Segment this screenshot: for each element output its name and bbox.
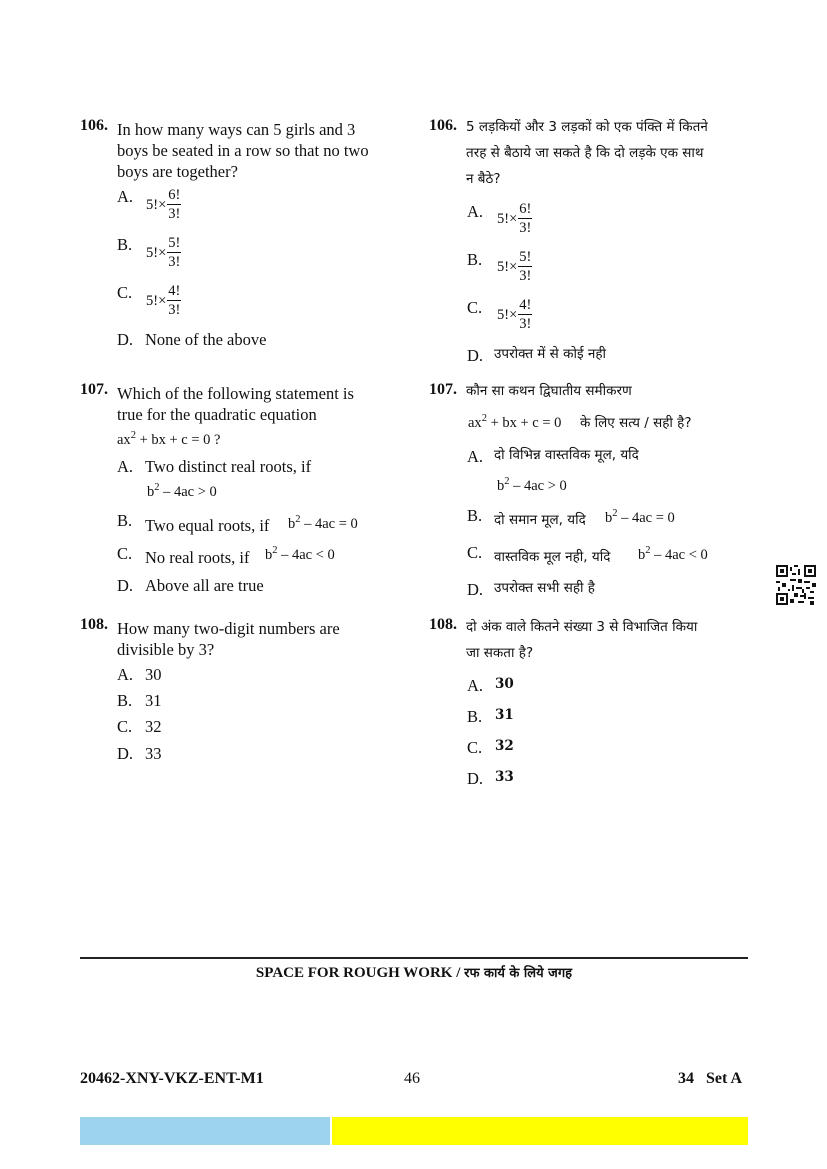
- question-line: true for the quadratic equation: [117, 405, 317, 424]
- option-letter: D.: [117, 330, 134, 349]
- condition-base: b: [147, 483, 155, 500]
- fraction-numerator: 4!: [168, 283, 181, 299]
- equation-rest: + bx + c = 0: [486, 414, 562, 431]
- option-letter: A.: [467, 447, 484, 466]
- condition-rest: – 4ac = 0: [617, 509, 675, 526]
- option-text: 33: [495, 769, 514, 785]
- question-number: 107.: [429, 381, 457, 398]
- option-condition: [605, 508, 675, 527]
- fraction-prefix: 5!×: [146, 245, 167, 261]
- option-text: 33: [145, 744, 162, 763]
- condition-base: b: [497, 477, 505, 494]
- fraction-numerator: 4!: [519, 297, 532, 313]
- option-letter: A.: [117, 187, 134, 206]
- quadratic-equation: [117, 430, 220, 449]
- option-letter: D.: [467, 769, 484, 788]
- fraction-denominator: 3!: [519, 268, 532, 284]
- fraction-denominator: 3!: [519, 220, 532, 236]
- question-line: के लिए सत्य / सही है?: [580, 415, 692, 431]
- condition-exponent: 2: [645, 545, 651, 556]
- option-letter: A.: [467, 676, 484, 695]
- fraction-denominator: 3!: [168, 302, 181, 318]
- fraction-prefix: 5!×: [497, 307, 518, 323]
- option-letter: D.: [117, 576, 134, 595]
- option-condition: [265, 545, 335, 564]
- question-line: divisible by 3?: [117, 640, 215, 659]
- option-text: 30: [495, 676, 514, 692]
- condition-rest: – 4ac < 0: [650, 546, 708, 563]
- option-fraction: [497, 201, 532, 238]
- booklet-code: 20462-XNY-VKZ-ENT-M1: [80, 1070, 264, 1087]
- option-fraction: [146, 187, 181, 224]
- option-letter: C.: [117, 544, 133, 563]
- option-letter: C.: [467, 543, 483, 562]
- option-text: 32: [145, 717, 162, 736]
- option-text: दो विभिन्न वास्तविक मूल, यदि: [494, 447, 639, 463]
- question-line: तरह से बैठाये जा सकते है कि दो लड़के एक साथ: [466, 145, 704, 161]
- condition-base: b: [638, 546, 646, 563]
- question-line: जा सकता है?: [466, 645, 534, 661]
- rough-work-heading: [80, 963, 748, 982]
- option-text: उपरोक्त में से कोई नही: [494, 346, 607, 362]
- qr-code-icon: [776, 565, 816, 605]
- option-letter: B.: [467, 506, 483, 525]
- option-text: वास्तविक मूल नही, यदि: [494, 549, 611, 565]
- fraction-prefix: 5!×: [497, 259, 518, 275]
- option-text: No real roots, if: [145, 548, 250, 567]
- question-line: Which of the following statement is: [117, 384, 354, 403]
- rough-work-english: SPACE FOR ROUGH WORK /: [255, 965, 465, 981]
- condition-exponent: 2: [612, 508, 618, 519]
- option-letter: C.: [117, 717, 133, 736]
- option-fraction: [497, 249, 532, 286]
- option-letter: B.: [117, 691, 133, 710]
- condition-exponent: 2: [295, 514, 301, 525]
- question-line: How many two-digit numbers are: [117, 619, 340, 638]
- option-condition: [497, 476, 567, 495]
- question-line: boys are together?: [117, 162, 238, 181]
- question-text: [466, 614, 697, 666]
- blue-color-bar: [80, 1117, 330, 1145]
- option-letter: B.: [117, 235, 133, 254]
- fraction-prefix: 5!×: [497, 211, 518, 227]
- option-condition: [638, 545, 708, 564]
- option-letter: C.: [117, 283, 133, 302]
- question-line: In how many ways can 5 girls and 3: [117, 120, 356, 139]
- equation-exponent: 2: [130, 430, 136, 441]
- option-fraction: [497, 297, 532, 334]
- option-condition: [288, 514, 358, 533]
- option-letter: C.: [467, 738, 483, 757]
- question-number: 106.: [80, 117, 108, 134]
- question-line: कौन सा कथन द्विघातीय समीकरण: [466, 383, 632, 399]
- fraction-numerator: 6!: [168, 187, 181, 203]
- condition-exponent: 2: [154, 482, 160, 493]
- option-text: 30: [145, 665, 162, 684]
- option-letter: D.: [117, 744, 134, 763]
- question-text: [117, 618, 340, 660]
- condition-base: b: [605, 509, 613, 526]
- option-text: 31: [495, 707, 514, 723]
- question-number: 108.: [429, 616, 457, 633]
- option-letter: A.: [117, 665, 134, 684]
- option-letter: A.: [117, 457, 134, 476]
- section-divider: [80, 957, 748, 959]
- equation-base: ax: [117, 431, 131, 448]
- option-text: दो समान मूल, यदि: [494, 512, 586, 528]
- fraction-prefix: 5!×: [146, 197, 167, 213]
- yellow-color-bar: [332, 1117, 748, 1145]
- option-condition: [147, 482, 217, 501]
- rough-work-hindi: रफ कार्य के लिये जगह: [464, 966, 573, 981]
- quadratic-equation: [468, 413, 561, 432]
- fraction-prefix: 5!×: [146, 293, 167, 309]
- question-number: 107.: [80, 381, 108, 398]
- option-letter: D.: [467, 346, 484, 365]
- option-text: Two distinct real roots, if: [145, 457, 312, 476]
- fraction-denominator: 3!: [168, 206, 181, 222]
- set-label: 34 Set A: [678, 1070, 742, 1087]
- page-number: 46: [404, 1070, 420, 1087]
- question-line: boys be seated in a row so that no two: [117, 141, 369, 160]
- condition-base: b: [288, 515, 296, 532]
- question-text: [117, 383, 354, 425]
- equation-rest: + bx + c = 0 ?: [135, 431, 221, 448]
- option-letter: B.: [467, 707, 483, 726]
- question-line: न बैठे?: [466, 171, 501, 187]
- fraction-numerator: 6!: [519, 201, 532, 217]
- question-number: 106.: [429, 117, 457, 134]
- question-line: 5 लड़कियों और 3 लड़कों को एक पंक्ति में कितने: [466, 119, 708, 135]
- equation-exponent: 2: [481, 413, 487, 424]
- fraction-numerator: 5!: [168, 235, 181, 251]
- fraction-denominator: 3!: [519, 316, 532, 332]
- condition-rest: – 4ac = 0: [300, 515, 358, 532]
- condition-exponent: 2: [272, 545, 278, 556]
- option-text: Above all are true: [145, 576, 264, 595]
- option-fraction: [146, 283, 181, 320]
- equation-base: ax: [468, 414, 482, 431]
- option-text: None of the above: [145, 330, 267, 349]
- option-letter: B.: [117, 511, 133, 530]
- option-letter: D.: [467, 580, 484, 599]
- question-number: 108.: [80, 616, 108, 633]
- condition-rest: – 4ac > 0: [159, 483, 217, 500]
- condition-exponent: 2: [504, 476, 510, 487]
- question-line: दो अंक वाले कितने संख्या 3 से विभाजित किया: [466, 619, 698, 635]
- option-text: 31: [145, 691, 162, 710]
- question-text: [117, 119, 369, 182]
- option-text: 32: [495, 738, 514, 754]
- fraction-denominator: 3!: [168, 254, 181, 270]
- option-fraction: [146, 235, 181, 272]
- option-letter: C.: [467, 298, 483, 317]
- option-letter: B.: [467, 250, 483, 269]
- option-text: Two equal roots, if: [145, 516, 270, 535]
- option-letter: A.: [467, 202, 484, 221]
- fraction-numerator: 5!: [519, 249, 532, 265]
- condition-rest: – 4ac > 0: [509, 477, 567, 494]
- condition-rest: – 4ac < 0: [277, 546, 335, 563]
- question-text: [466, 114, 708, 192]
- condition-base: b: [265, 546, 273, 563]
- option-text: उपरोक्त सभी सही है: [494, 580, 595, 596]
